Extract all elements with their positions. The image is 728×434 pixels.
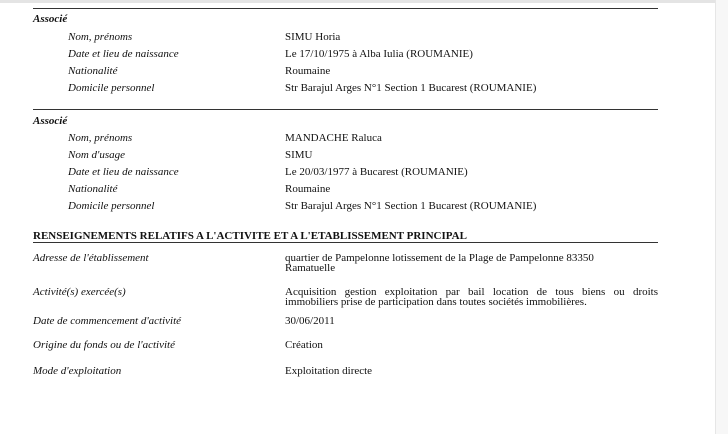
value: quartier de Pampelonne lotissement de la Plage de Pampelonne 83350 Ramatuelle (285, 252, 594, 274)
section-underline (33, 242, 658, 243)
top-border (0, 0, 728, 3)
label: Mode d'exploitation (33, 365, 122, 377)
value: Roumaine (285, 183, 331, 195)
value: Acquisition gestion exploitation par bail location de tous biens ou droits immobiliers prise de participation dans toutes sociétés immobilières. (285, 286, 658, 308)
value: MANDACHE Raluca (285, 132, 382, 144)
label: Activité(s) exercée(s) (33, 286, 126, 298)
label: Origine du fonds ou de l'activité (33, 339, 175, 351)
label: Nationalité (68, 65, 118, 77)
label: Adresse de l'établissement (33, 252, 149, 264)
scroll-track[interactable] (715, 0, 728, 434)
value: Exploitation directe (285, 365, 373, 377)
label: Date et lieu de naissance (68, 166, 179, 178)
value: SIMU (285, 149, 313, 161)
value: 30/06/2011 (285, 315, 335, 327)
label: Nom, prénoms (68, 31, 133, 43)
associate-heading: Associé (33, 13, 68, 25)
section-heading: RENSEIGNEMENTS RELATIFS A L'ACTIVITE ET A L'ETABLISSEMENT PRINCIPAL (33, 230, 467, 242)
label: Nom, prénoms (68, 132, 133, 144)
value: Str Barajul Arges N°1 Section 1 Bucarest (ROUMANIE) (285, 82, 537, 94)
value: Str Barajul Arges N°1 Section 1 Bucarest (ROUMANIE) (285, 200, 537, 212)
divider (33, 109, 658, 110)
value: Le 20/03/1977 à Bucarest (ROUMANIE) (285, 166, 468, 178)
label: Date de commencement d'activité (33, 315, 182, 327)
label: Nom d'usage (68, 149, 126, 161)
label: Domicile personnel (68, 200, 155, 212)
label: Date et lieu de naissance (68, 48, 179, 60)
value: Roumaine (285, 65, 331, 77)
value: Création (285, 339, 323, 351)
label: Nationalité (68, 183, 118, 195)
label: Domicile personnel (68, 82, 155, 94)
value: Le 17/10/1975 à Alba Iulia (ROUMANIE) (285, 48, 473, 60)
associate-heading: Associé (33, 115, 68, 127)
divider (33, 8, 658, 9)
value: SIMU Horia (285, 31, 341, 43)
